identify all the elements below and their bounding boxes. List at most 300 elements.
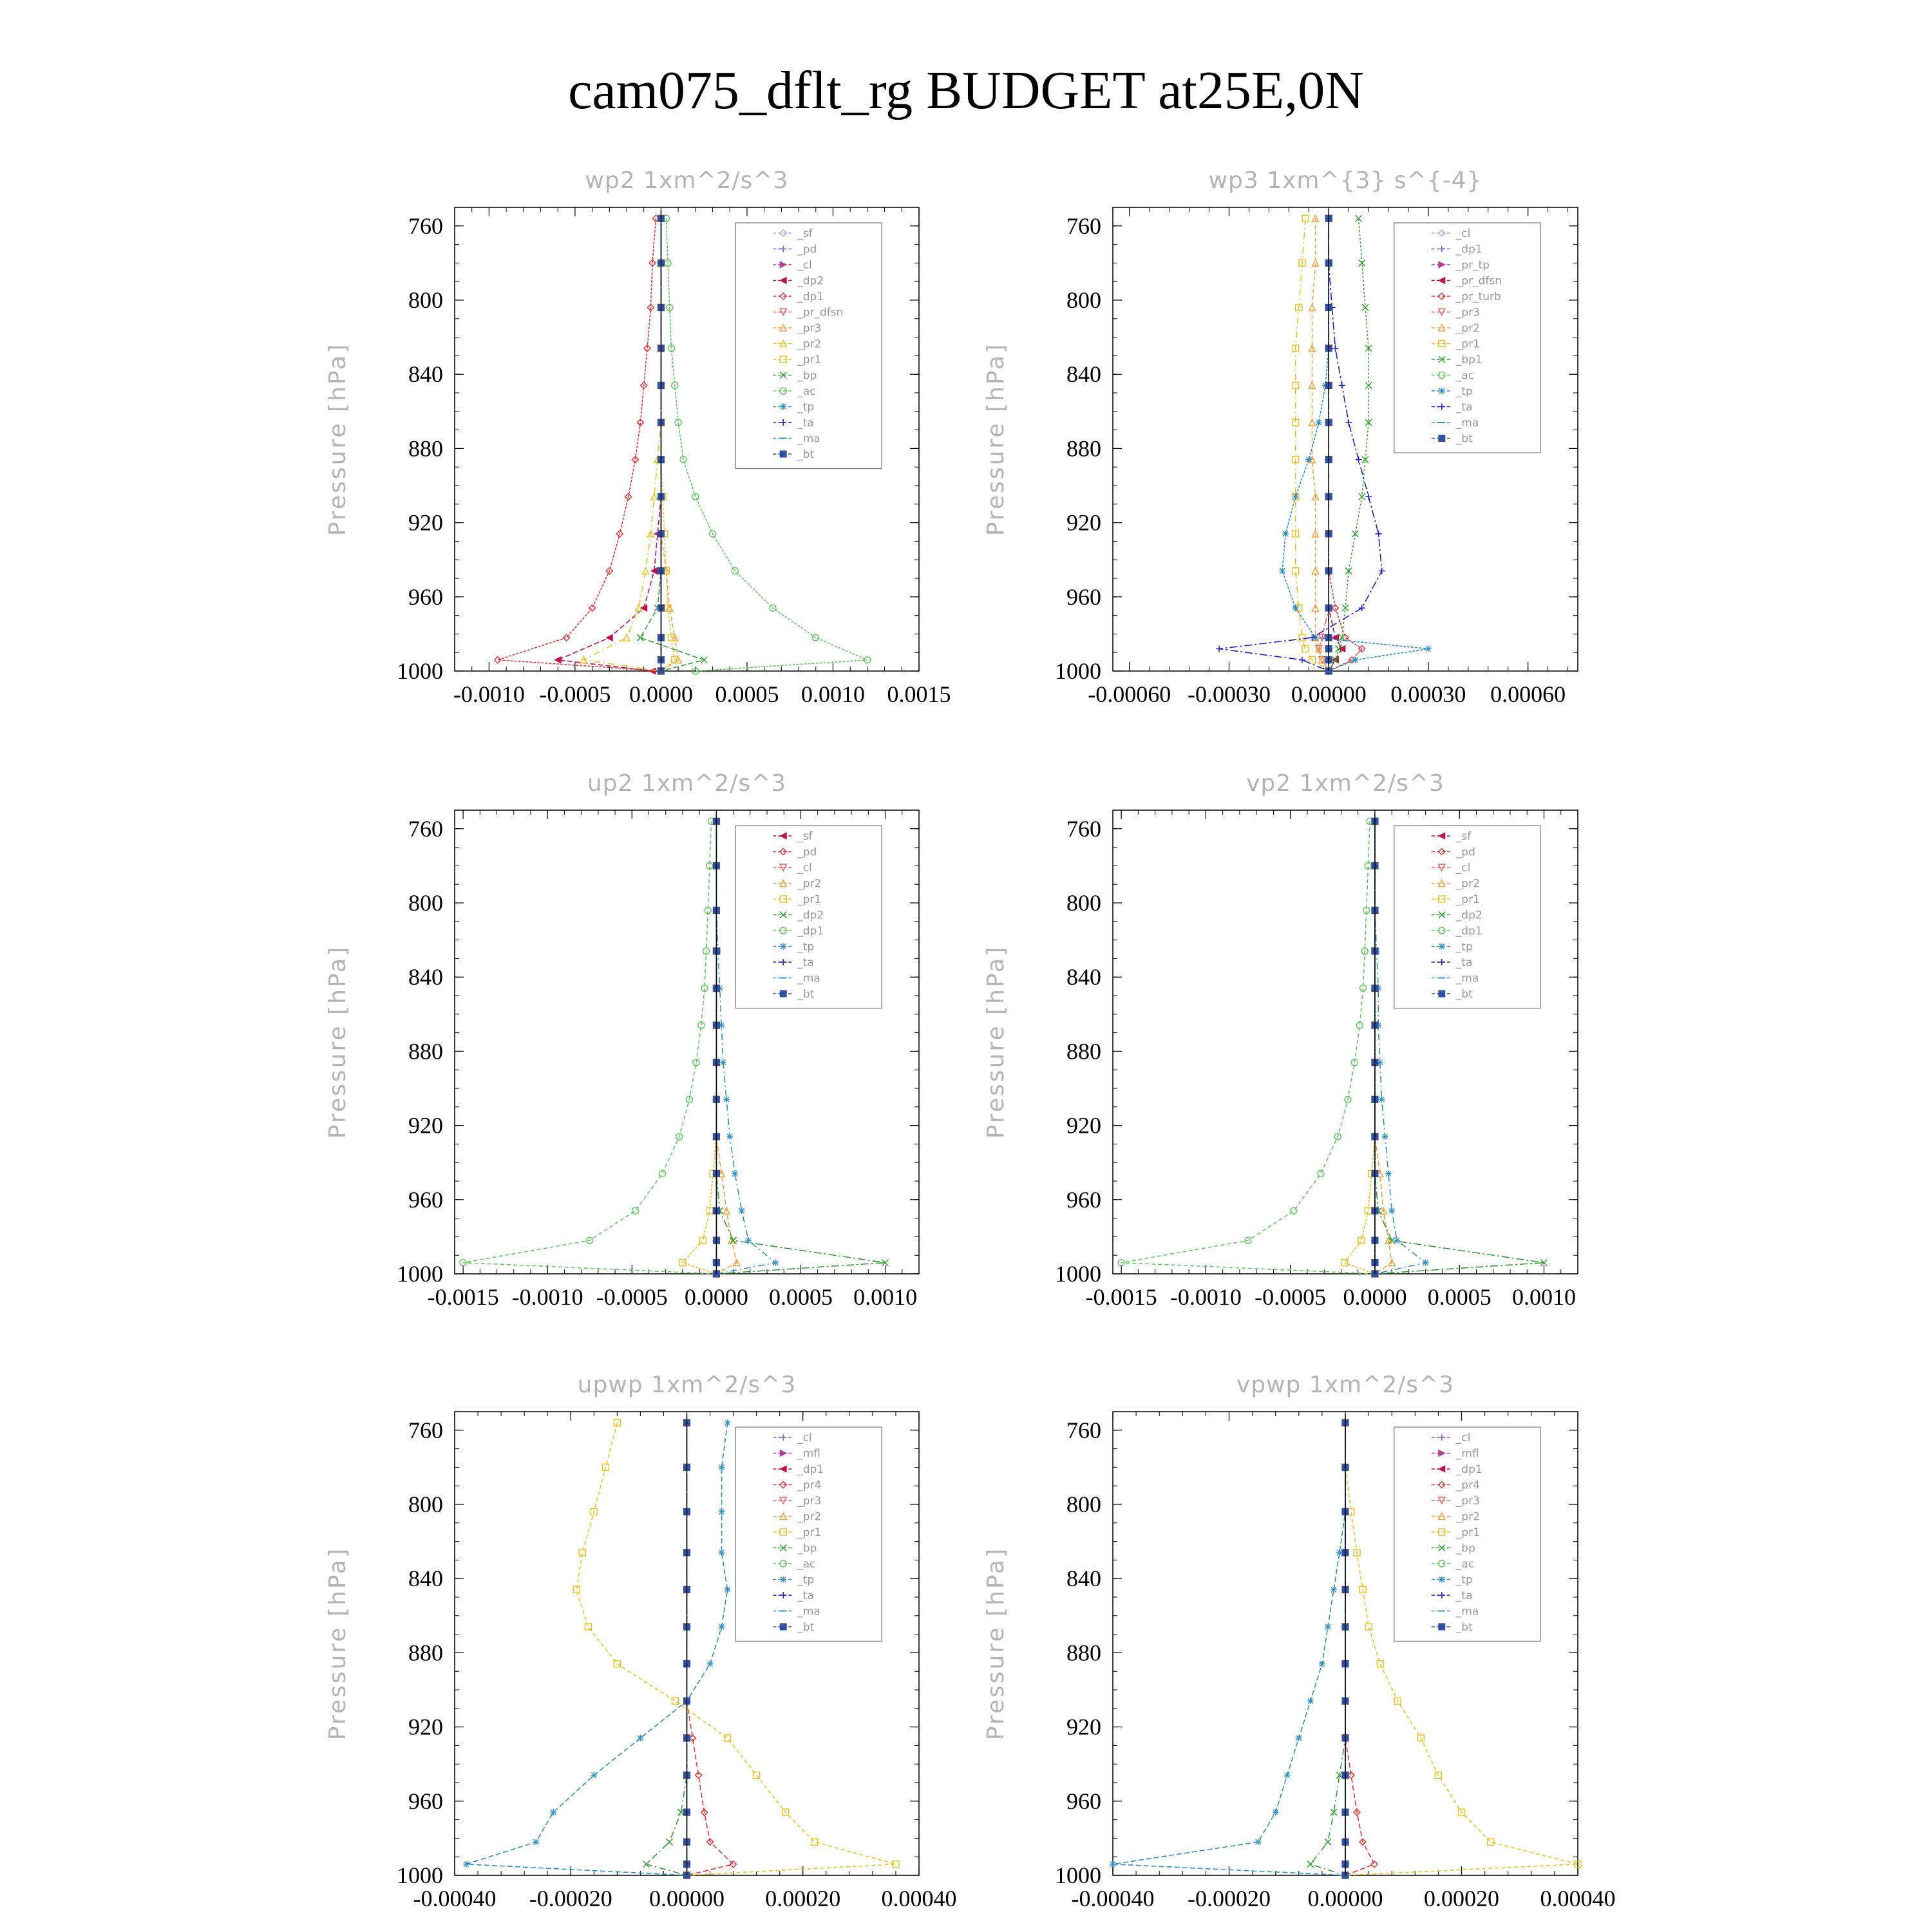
series-line <box>1219 218 1382 671</box>
series-line <box>661 218 674 671</box>
legend-label: _ac <box>1455 369 1475 383</box>
series-bp1 <box>1325 215 1372 674</box>
x-tick-label: -0.00020 <box>529 1886 612 1911</box>
x-tick-label: 0.0005 <box>715 681 779 707</box>
data-point <box>1216 645 1222 652</box>
y-tick-label: 760 <box>408 815 443 842</box>
y-axis-label: Pressure [hPa] <box>983 945 1009 1139</box>
data-point <box>813 634 819 641</box>
series-line <box>558 218 661 671</box>
panel-title: wp3 1xm^{3} s^{-4} <box>1208 167 1482 194</box>
data-point <box>591 1772 597 1778</box>
legend-label: _cl <box>797 862 812 875</box>
legend-marker <box>780 451 786 457</box>
series-line <box>683 821 716 1274</box>
legend-label: _bt <box>1455 1621 1473 1634</box>
series-line <box>1319 218 1329 671</box>
data-point <box>745 1237 752 1244</box>
x-tick-label: 0.0010 <box>1511 1284 1576 1310</box>
series-line <box>1375 821 1392 1274</box>
data-point <box>724 1586 731 1593</box>
legend-marker <box>1439 990 1445 997</box>
chart-panel-4 <box>983 770 1578 1310</box>
data-point <box>1291 1208 1297 1214</box>
data-point <box>1352 657 1358 663</box>
legend-label: _tp <box>797 401 815 414</box>
legend-marker <box>780 1624 786 1630</box>
legend-label: _pr3 <box>797 1495 822 1508</box>
series-line <box>1311 1423 1345 1875</box>
y-tick-label: 800 <box>1066 890 1101 916</box>
legend-label: _pr_dfsn <box>1455 274 1502 288</box>
legend-label: _bp <box>797 1542 817 1555</box>
y-tick-label: 840 <box>408 964 443 990</box>
y-tick-label: 960 <box>1066 1186 1101 1213</box>
data-point <box>1110 1861 1116 1868</box>
data-point <box>1296 1735 1302 1741</box>
series-dp1 <box>1118 818 1378 1277</box>
legend-label: _cl <box>1455 1432 1471 1444</box>
data-point <box>732 1170 738 1177</box>
legend-label: _ta <box>797 1589 814 1602</box>
legend <box>735 826 882 1009</box>
series-bp <box>637 215 707 674</box>
legend-label: _pr_dfsn <box>797 306 844 319</box>
data-point <box>719 1464 725 1470</box>
data-point <box>659 1170 665 1177</box>
legend-label: _dp1 <box>1455 1463 1482 1476</box>
data-point <box>1342 605 1349 611</box>
data-point <box>1371 1861 1378 1868</box>
series-line <box>646 1423 687 1875</box>
x-tick-label: -0.0005 <box>596 1284 668 1310</box>
chart-panel-1 <box>325 167 951 707</box>
data-point <box>672 1698 678 1704</box>
data-point <box>719 1549 725 1556</box>
legend-marker <box>1439 388 1445 394</box>
data-point <box>723 1096 730 1103</box>
x-tick-label: 0.00040 <box>1540 1886 1616 1911</box>
chart-panel-6 <box>983 1372 1616 1911</box>
data-point <box>1332 345 1339 352</box>
series-line <box>1121 821 1375 1274</box>
legend <box>1394 1427 1540 1642</box>
series-dp2 <box>554 215 664 674</box>
data-point <box>1365 493 1372 500</box>
y-tick-label: 840 <box>1066 1566 1101 1592</box>
panel-title: upwp 1xm^2/s^3 <box>577 1372 797 1398</box>
chart-panel-3 <box>325 770 919 1310</box>
legend-label: _pr_turb <box>1455 290 1501 303</box>
data-point <box>623 634 630 641</box>
series-line <box>463 821 716 1274</box>
panel-title: wp2 1xm^2/s^3 <box>585 167 789 194</box>
series-tp <box>463 1419 731 1879</box>
series-line <box>1312 218 1329 671</box>
data-point <box>1362 305 1368 311</box>
legend-label: _bp <box>1455 1542 1475 1555</box>
y-axis-label: Pressure [hPa] <box>983 342 1009 536</box>
data-point <box>1282 531 1289 537</box>
legend-marker <box>780 1577 786 1583</box>
chart-panel-2 <box>983 167 1578 707</box>
x-tick-label: 0.0000 <box>1343 1284 1407 1310</box>
y-tick-label: 800 <box>1066 1492 1101 1517</box>
legend-label: _pr1 <box>797 893 822 906</box>
series-pr4 <box>684 1419 737 1879</box>
legend-label: _dp2 <box>1455 909 1482 922</box>
y-axis-label: Pressure [hPa] <box>325 945 351 1139</box>
data-point <box>1299 634 1305 641</box>
y-tick-label: 1000 <box>397 1862 443 1888</box>
y-tick-label: 840 <box>1066 964 1101 990</box>
data-point <box>1331 1586 1337 1593</box>
data-point <box>1325 1839 1331 1845</box>
legend-label: _tp <box>1455 1573 1473 1587</box>
legend-label: _pd <box>797 243 817 256</box>
data-point <box>719 1624 725 1630</box>
legend-label: _bt <box>797 448 815 461</box>
legend <box>735 1427 882 1642</box>
legend-label: _ta <box>797 956 814 969</box>
legend <box>735 223 882 469</box>
data-point <box>1382 1133 1388 1140</box>
legend-marker <box>780 990 786 997</box>
x-tick-label: -0.0005 <box>539 681 611 707</box>
y-tick-label: 880 <box>1066 435 1101 462</box>
data-point <box>730 1237 737 1244</box>
data-point <box>1345 419 1352 426</box>
series-line <box>640 218 704 671</box>
x-tick-label: 0.0005 <box>768 1284 833 1310</box>
series-line <box>1345 821 1375 1274</box>
legend-marker <box>1439 1577 1445 1583</box>
legend-marker <box>1439 435 1445 442</box>
y-tick-label: 960 <box>1066 583 1101 610</box>
legend-label: _pr_tp <box>1455 259 1490 272</box>
series-line <box>583 218 661 671</box>
data-point <box>463 1861 469 1868</box>
data-point <box>1336 1549 1343 1556</box>
legend-label: _dp2 <box>797 909 824 922</box>
legend-label: _bt <box>797 988 815 1001</box>
legend-label: _pr2 <box>1455 1510 1480 1524</box>
y-tick-label: 760 <box>408 1417 443 1443</box>
x-tick-label: -0.00040 <box>413 1886 497 1911</box>
legend-label: _pr2 <box>1455 322 1480 335</box>
y-tick-label: 880 <box>408 435 443 462</box>
y-tick-label: 800 <box>408 890 443 916</box>
legend-label: _bp1 <box>1455 354 1482 366</box>
series-line <box>661 218 678 671</box>
legend-label: _pr2 <box>797 337 822 351</box>
x-tick-label: 0.0005 <box>1427 1284 1492 1310</box>
data-point <box>1356 457 1362 463</box>
y-tick-label: 960 <box>1066 1788 1101 1814</box>
legend-label: _pr3 <box>1455 306 1480 319</box>
legend-label: _dp1 <box>1455 243 1482 256</box>
series-line <box>1345 1423 1374 1875</box>
legend-marker <box>780 404 786 410</box>
data-point <box>533 1839 539 1845</box>
legend-label: _bt <box>1455 432 1473 446</box>
x-tick-label: -0.00020 <box>1188 1886 1271 1911</box>
data-point <box>651 493 658 500</box>
series-tp <box>1110 1419 1349 1879</box>
y-tick-label: 800 <box>1066 287 1101 313</box>
series-line <box>687 1423 734 1875</box>
data-point <box>1325 1624 1331 1630</box>
data-point <box>632 1208 639 1214</box>
legend <box>1394 223 1540 453</box>
data-point <box>1318 1170 1324 1177</box>
legend-label: _ma <box>1455 417 1479 430</box>
data-point <box>1385 1170 1392 1177</box>
series-line <box>1329 218 1368 671</box>
x-tick-label: 0.0010 <box>800 681 865 707</box>
legend-label: _cl <box>797 259 812 272</box>
x-tick-label: 0.00030 <box>1390 681 1466 707</box>
series-line <box>466 1423 728 1875</box>
data-point <box>1319 1661 1325 1667</box>
data-point <box>1255 1839 1262 1845</box>
data-point <box>1307 1861 1314 1868</box>
legend-marker <box>1439 1624 1445 1630</box>
legend-label: _pr1 <box>797 1526 822 1539</box>
legend-label: _ac <box>797 1558 816 1571</box>
data-point <box>1377 1661 1383 1667</box>
legend-label: _dp1 <box>797 290 824 303</box>
data-point <box>772 1260 779 1266</box>
x-tick-label: -0.00040 <box>1071 1886 1155 1911</box>
x-tick-label: -0.0010 <box>453 681 525 707</box>
y-tick-label: 920 <box>1066 1714 1101 1740</box>
data-point <box>1279 567 1285 574</box>
x-tick-label: -0.00060 <box>1088 681 1171 707</box>
data-point <box>1376 531 1382 537</box>
legend-label: _pr3 <box>1455 1495 1480 1508</box>
data-point <box>707 1661 714 1667</box>
data-point <box>637 1735 643 1741</box>
legend-label: _mfl <box>797 1447 820 1461</box>
data-point <box>1293 605 1299 611</box>
legend-label: _cl <box>797 1432 812 1444</box>
y-tick-label: 840 <box>1066 361 1101 388</box>
y-axis-label: Pressure [hPa] <box>325 1546 351 1741</box>
x-tick-label: -0.00030 <box>1188 681 1271 707</box>
y-tick-label: 800 <box>408 1492 443 1517</box>
legend-label: _pr1 <box>797 354 822 366</box>
legend-label: _ac <box>1455 1558 1475 1571</box>
series-line <box>1329 218 1342 671</box>
series-line <box>1113 1423 1345 1875</box>
legend-label: _bt <box>797 1621 815 1634</box>
y-tick-label: 800 <box>408 287 443 313</box>
x-tick-label: 0.0000 <box>629 681 693 707</box>
data-point <box>1425 645 1432 652</box>
y-tick-label: 920 <box>1066 509 1101 536</box>
y-tick-label: 880 <box>408 1038 443 1065</box>
x-tick-label: 0.0000 <box>684 1284 748 1310</box>
legend-label: _ta <box>1455 956 1473 969</box>
y-tick-label: 840 <box>408 361 443 388</box>
x-tick-label: 0.00000 <box>1307 1886 1383 1911</box>
data-point <box>726 1133 733 1140</box>
x-tick-label: 0.00040 <box>881 1886 957 1911</box>
legend-label: _pd <box>1455 846 1475 859</box>
y-tick-label: 880 <box>408 1640 443 1666</box>
legend-label: _ma <box>797 432 820 446</box>
data-point <box>1305 457 1312 463</box>
data-point <box>550 1809 556 1815</box>
chart-panel-5 <box>325 1372 957 1911</box>
y-tick-label: 1000 <box>1055 1862 1101 1888</box>
legend-label: _pr2 <box>1455 877 1480 891</box>
legend-label: _ma <box>797 1605 820 1618</box>
data-point <box>1316 419 1322 426</box>
legend-label: _pr4 <box>1455 1479 1480 1492</box>
data-point <box>1356 215 1362 222</box>
legend-label: _pr4 <box>797 1479 822 1492</box>
legend-label: _ma <box>797 972 820 985</box>
y-tick-label: 1000 <box>397 658 443 684</box>
legend-label: _tp <box>1455 940 1473 954</box>
data-point <box>1359 605 1365 611</box>
legend-label: _bp <box>797 369 817 383</box>
y-tick-label: 920 <box>408 509 443 536</box>
legend-label: _ta <box>1455 1589 1473 1602</box>
legend-label: _pr2 <box>797 877 822 891</box>
x-tick-label: 0.0015 <box>887 681 951 707</box>
y-tick-label: 840 <box>408 1566 443 1592</box>
legend-label: _pr1 <box>1455 893 1480 906</box>
data-point <box>1388 1208 1395 1214</box>
y-axis-label: Pressure [hPa] <box>983 1546 1009 1741</box>
y-axis-label: Pressure [hPa] <box>325 342 351 536</box>
data-point <box>701 657 707 663</box>
y-tick-label: 920 <box>408 1714 443 1740</box>
legend-label: _bt <box>1455 988 1473 1001</box>
data-point <box>1359 493 1365 500</box>
y-tick-label: 760 <box>1066 1417 1101 1443</box>
series-line <box>498 218 661 671</box>
data-point <box>606 634 612 641</box>
series-ta <box>1216 215 1385 674</box>
legend-label: _dp1 <box>1455 925 1482 938</box>
legend-label: _dp1 <box>797 1463 824 1476</box>
data-point <box>666 1839 672 1845</box>
x-tick-label: -0.0005 <box>1255 1284 1327 1310</box>
y-tick-label: 1000 <box>1055 658 1101 684</box>
data-point <box>1307 1698 1314 1704</box>
y-tick-label: 760 <box>408 213 443 239</box>
legend-marker <box>1439 943 1445 950</box>
x-tick-label: 0.0010 <box>853 1284 918 1310</box>
legend-label: _tp <box>797 1573 815 1587</box>
data-point <box>1339 382 1345 388</box>
y-tick-label: 960 <box>408 1788 443 1814</box>
x-tick-label: 0.00000 <box>1291 681 1367 707</box>
legend-label: _tp <box>1455 385 1473 398</box>
data-point <box>1299 657 1305 663</box>
legend-label: _pr1 <box>1455 337 1480 351</box>
data-point <box>1273 1809 1279 1815</box>
x-tick-label: -0.0015 <box>1085 1284 1157 1310</box>
panel-title: up2 1xm^2/s^3 <box>587 770 787 797</box>
legend-label: _cl <box>1455 862 1471 875</box>
x-tick-label: -0.0010 <box>511 1284 583 1310</box>
panel-title: vpwp 1xm^2/s^3 <box>1236 1372 1455 1398</box>
y-tick-label: 960 <box>408 583 443 610</box>
x-tick-label: 0.00020 <box>1424 1886 1499 1911</box>
data-point <box>739 1208 745 1214</box>
x-tick-label: 0.00000 <box>649 1886 724 1911</box>
legend-label: _cl <box>1455 227 1471 240</box>
legend-label: _ac <box>797 385 816 398</box>
legend <box>1394 826 1540 1009</box>
y-tick-label: 960 <box>408 1186 443 1213</box>
y-tick-label: 760 <box>1066 815 1101 842</box>
legend-label: _ta <box>1455 401 1473 414</box>
series-dp1 <box>460 818 719 1277</box>
legend-label: _pd <box>797 846 817 859</box>
series-bp <box>643 1419 690 1879</box>
legend-label: _tp <box>797 940 815 954</box>
legend-label: _sf <box>797 227 813 240</box>
data-point <box>692 493 699 500</box>
x-tick-label: -0.0015 <box>427 1284 499 1310</box>
y-tick-label: 880 <box>1066 1038 1101 1065</box>
x-tick-label: 0.00060 <box>1490 681 1566 707</box>
legend-label: _ma <box>1455 1605 1479 1618</box>
data-point <box>719 1509 725 1515</box>
data-point <box>1302 645 1309 652</box>
legend-marker <box>780 943 786 950</box>
data-point <box>1378 1096 1385 1103</box>
data-point <box>1394 1237 1400 1244</box>
data-point <box>1423 1260 1429 1266</box>
y-tick-label: 920 <box>408 1112 443 1139</box>
figure-title: cam075_dflt_rg BUDGET at25E,0N <box>568 61 1364 120</box>
data-point <box>720 1059 726 1066</box>
legend-label: _dp2 <box>797 274 824 288</box>
legend-label: _ta <box>797 417 814 430</box>
data-point <box>1293 493 1299 500</box>
legend-label: _sf <box>797 830 813 843</box>
data-point <box>1365 382 1372 388</box>
y-tick-label: 760 <box>1066 213 1101 239</box>
legend-label: _ma <box>1455 972 1479 985</box>
legend-label: _mfl <box>1455 1447 1479 1461</box>
y-tick-label: 1000 <box>397 1261 443 1287</box>
data-point <box>637 634 643 641</box>
y-tick-label: 880 <box>1066 1640 1101 1666</box>
x-tick-label: 0.00020 <box>765 1886 841 1911</box>
legend-label: _pr3 <box>797 322 822 335</box>
legend-label: _sf <box>1455 830 1472 843</box>
data-point <box>643 1861 649 1868</box>
series-line <box>716 821 736 1274</box>
y-tick-label: 1000 <box>1055 1261 1101 1287</box>
legend-label: _dp1 <box>797 925 824 938</box>
data-point <box>1379 567 1385 574</box>
x-tick-label: -0.0010 <box>1170 1284 1242 1310</box>
panel-title: vp2 1xm^2/s^3 <box>1246 770 1444 797</box>
legend-label: _pr1 <box>1455 1526 1480 1539</box>
data-point <box>554 657 561 663</box>
legend-label: _pr2 <box>797 1510 822 1524</box>
y-tick-label: 920 <box>1066 1112 1101 1139</box>
